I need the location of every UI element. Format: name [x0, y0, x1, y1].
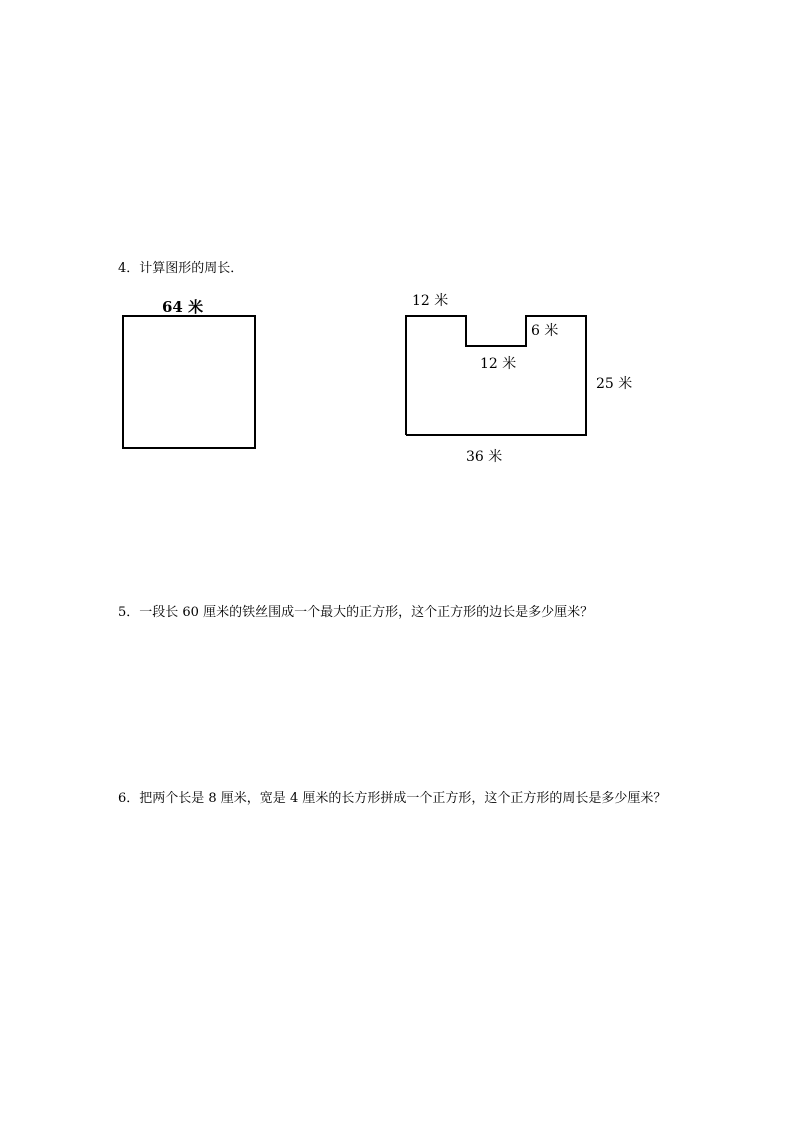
square-shape — [123, 316, 255, 448]
square-side-label: 64 米 — [162, 298, 204, 316]
notched-top-left-label: 12 米 — [412, 293, 449, 309]
notched-shape-outline — [406, 316, 586, 435]
question-4: 4．计算图形的周长． — [118, 261, 244, 276]
notched-bottom-label: 36 米 — [466, 449, 503, 465]
notched-notch-depth-label: 6 米 — [531, 323, 559, 339]
notched-notch-width-label: 12 米 — [480, 356, 517, 372]
notched-right-label: 25 米 — [596, 376, 633, 392]
question-6: 6．把两个长是 8 厘米，宽是 4 厘米的长方形拼成一个正方形，这个正方形的周长是多少厘米？ — [118, 791, 667, 806]
question-5: 5．一段长 60 厘米的铁丝围成一个最大的正方形，这个正方形的边长是多少厘米？ — [118, 605, 594, 620]
